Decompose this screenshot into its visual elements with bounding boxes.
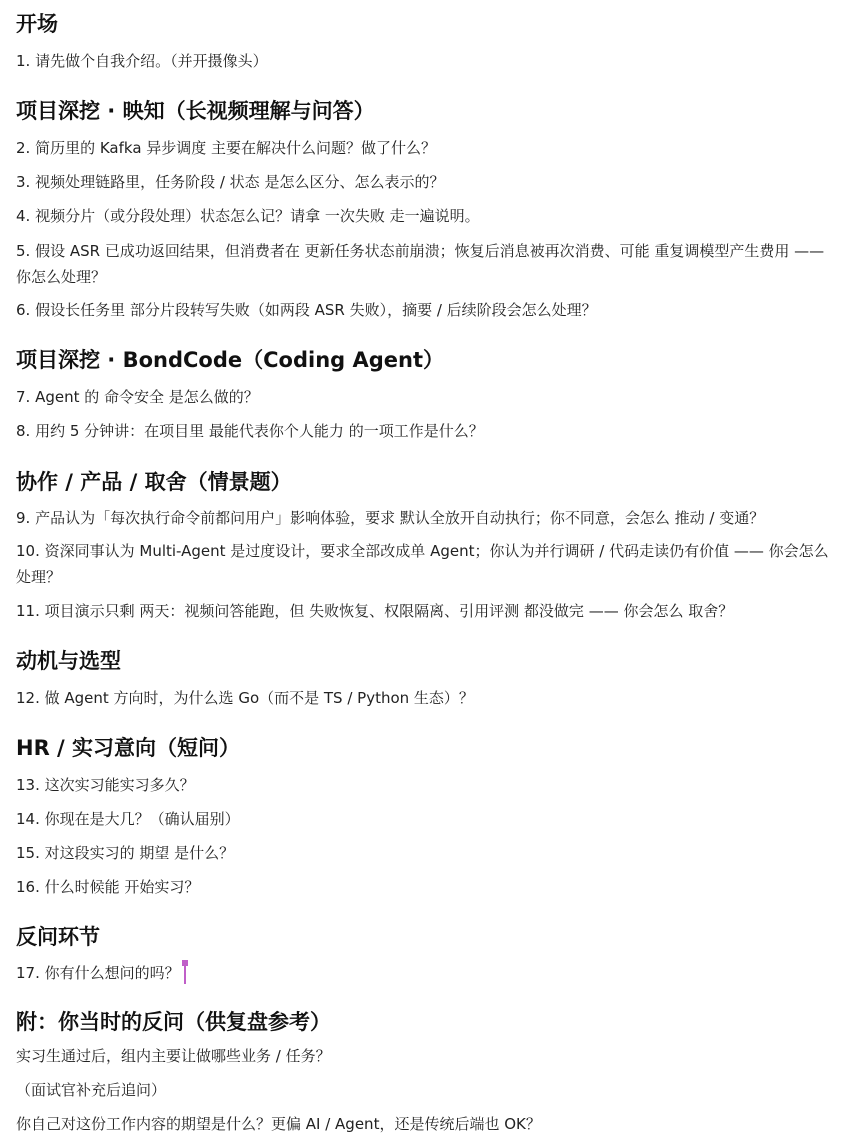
question-item: 2. 简历里的 Kafka 异步调度 主要在解决什么问题？做了什么？: [16, 139, 437, 157]
section-title-opening: 开场: [16, 12, 58, 36]
appendix-item: 你自己对这份工作内容的期望是什么？更偏 AI / Agent，还是传统后端也 OK？: [16, 1115, 541, 1133]
text-cursor-icon: [184, 960, 186, 984]
section-title-hr: HR / 实习意向（短问）: [16, 736, 241, 760]
question-item: 6. 假设长任务里 部分片段转写失败（如两段 ASR 失败），摘要 / 后续阶段会怎么处理？: [16, 301, 597, 319]
question-item: 12. 做 Agent 方向时，为什么选 Go（而不是 TS / Python 生态）？: [16, 689, 474, 707]
question-item: 14. 你现在是大几？（确认届别）: [16, 810, 240, 828]
question-item: 8. 用约 5 分钟讲：在项目里 最能代表你个人能力 的一项工作是什么？: [16, 422, 484, 440]
question-item: 13. 这次实习能实习多久？: [16, 776, 195, 794]
appendix-item: 实习生通过后，组内主要让做哪些业务 / 任务？: [16, 1047, 331, 1065]
question-item: 15. 对这段实习的 期望 是什么？: [16, 844, 235, 862]
appendix-item: （面试官补充后追问）: [16, 1081, 167, 1099]
question-item: 3. 视频处理链路里，任务阶段 / 状态 是怎么区分、怎么表示的？: [16, 173, 445, 191]
section-title-motivation: 动机与选型: [16, 649, 121, 673]
question-text: 17. 你有什么想问的吗？: [16, 964, 180, 982]
section-title-collaboration: 协作 / 产品 / 取舍（情景题）: [16, 470, 292, 494]
section-title-yingzhi: 项目深挖 · 映知（长视频理解与问答）: [16, 99, 375, 123]
question-item: 7. Agent 的 命令安全 是怎么做的？: [16, 388, 259, 406]
question-item: 4. 视频分片（或分段处理）状态怎么记？请拿 一次失败 走一遍说明。: [16, 207, 480, 225]
section-title-appendix: 附：你当时的反问（供复盘参考）: [16, 1010, 331, 1034]
section-title-bondcode: 项目深挖 · BondCode（Coding Agent）: [16, 348, 445, 372]
question-item: 9. 产品认为「每次执行命令前都问用户」影响体验，要求 默认全放开自动执行；你不同意，会怎么 推动 / 变通？: [16, 509, 765, 527]
question-item: 1. 请先做个自我介绍。（并开摄像头）: [16, 52, 268, 70]
question-item: 10. 资深同事认为 Multi-Agent 是过度设计，要求全部改成单 Agent；你认为并行调研 / 代码走读仍有价值 —— 你会怎么处理？: [16, 542, 829, 586]
question-item-with-cursor[interactable]: [16, 960, 842, 986]
question-item: 5. 假设 ASR 已成功返回结果，但消费者在 更新任务状态前崩溃；恢复后消息被再次消费、可能 重复调模型产生费用 —— 你怎么处理？: [16, 242, 825, 286]
section-title-reverse-questions: 反问环节: [16, 925, 100, 949]
question-item: 16. 什么时候能 开始实习？: [16, 878, 200, 896]
question-item: 11. 项目演示只剩 两天：视频问答能跑，但 失败恢复、权限隔离、引用评测 都没做完 —— 你会怎么 取舍？: [16, 602, 734, 620]
